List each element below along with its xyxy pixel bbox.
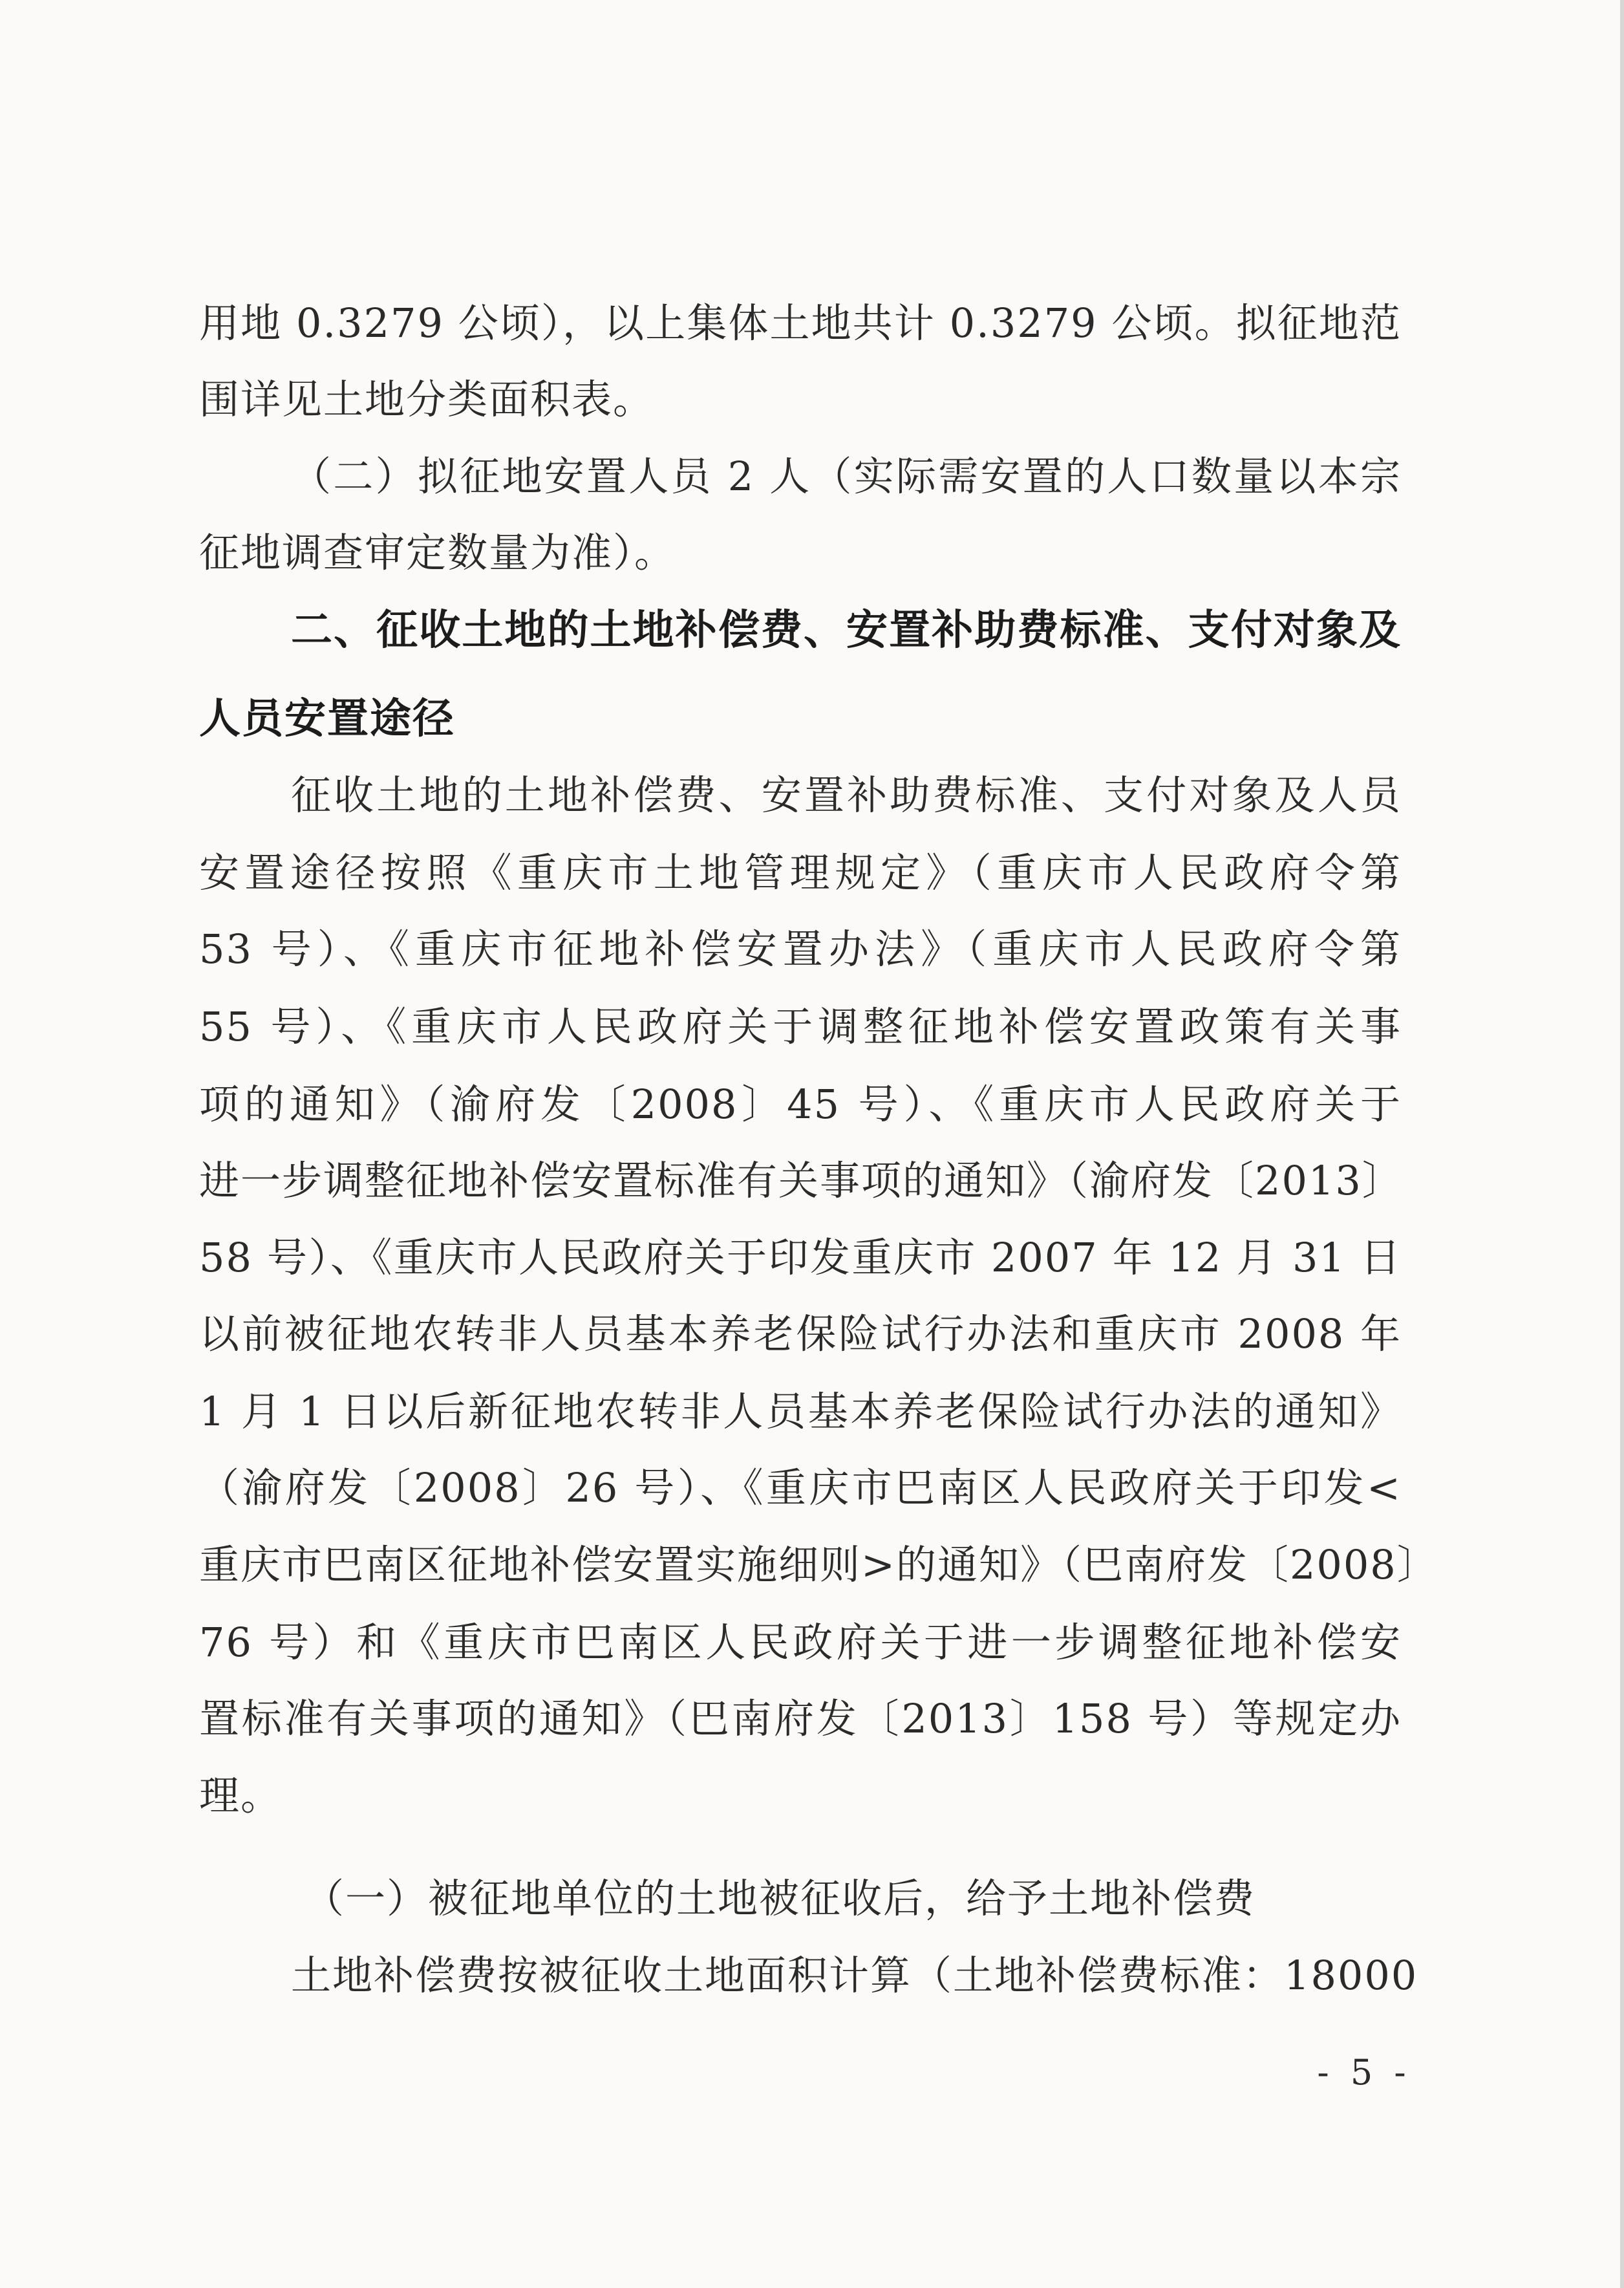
body-line-11: 58 号）、《重庆市人民政府关于印发重庆市 2007 年 12 月 31 日 [199, 1234, 1402, 1281]
body-line-7: 53 号）、《重庆市征地补偿安置办法》（重庆市人民政府令第 [199, 925, 1402, 973]
body-line-19: 土地补偿费按被征收土地面积计算（土地补偿费标准：18000 [291, 1952, 1418, 1999]
body-line-4: 征地调查审定数量为准）。 [199, 529, 676, 576]
section-heading-line-1: 二、征收土地的土地补偿费、安置补助费标准、支付对象及 [291, 607, 1402, 654]
body-line-3: （二）拟征地安置人员 2 人（实际需安置的人口数量以本宗 [291, 453, 1402, 500]
body-line-13: 1 月 1 日以后新征地农转非人员基本养老保险试行办法的通知》 [199, 1388, 1402, 1435]
body-line-1: 用地 0.3279 公顷），以上集体土地共计 0.3279 公顷。拟征地范 [199, 299, 1402, 347]
body-line-8: 55 号）、《重庆市人民政府关于调整征地补偿安置政策有关事 [199, 1003, 1402, 1050]
body-line-2: 围详见土地分类面积表。 [199, 376, 655, 423]
page-number: - 5 - [1317, 2052, 1411, 2093]
page-edge [1620, 0, 1624, 2288]
body-line-12: 以前被征地农转非人员基本养老保险试行办法和重庆市 2008 年 [199, 1310, 1402, 1357]
body-line-17: 置标准有关事项的通知》（巴南府发〔2013〕158 号）等规定办 [199, 1695, 1402, 1742]
body-line-6: 安置途径按照《重庆市土地管理规定》（重庆市人民政府令第 [199, 849, 1402, 896]
body-line-15: 重庆市巴南区征地补偿安置实施细则>的通知》（巴南府发〔2008〕 [199, 1541, 1438, 1588]
body-line-18: 理。 [199, 1772, 283, 1819]
body-line-10: 进一步调整征地补偿安置标准有关事项的通知》（渝府发〔2013〕 [199, 1157, 1404, 1204]
body-line-14: （渝府发〔2008〕26 号）、《重庆市巴南区人民政府关于印发< [199, 1464, 1402, 1511]
body-line-16: 76 号）和《重庆市巴南区人民政府关于进一步调整征地补偿安 [199, 1619, 1402, 1666]
section-heading-line-2: 人员安置途径 [199, 695, 455, 743]
subsection-heading: （一）被征地单位的土地被征收后，给予土地补偿费 [304, 1875, 1256, 1922]
body-line-9: 项的通知》（渝府发〔2008〕45 号）、《重庆市人民政府关于 [199, 1081, 1402, 1128]
body-line-5: 征收土地的土地补偿费、安置补助费标准、支付对象及人员 [291, 772, 1402, 819]
